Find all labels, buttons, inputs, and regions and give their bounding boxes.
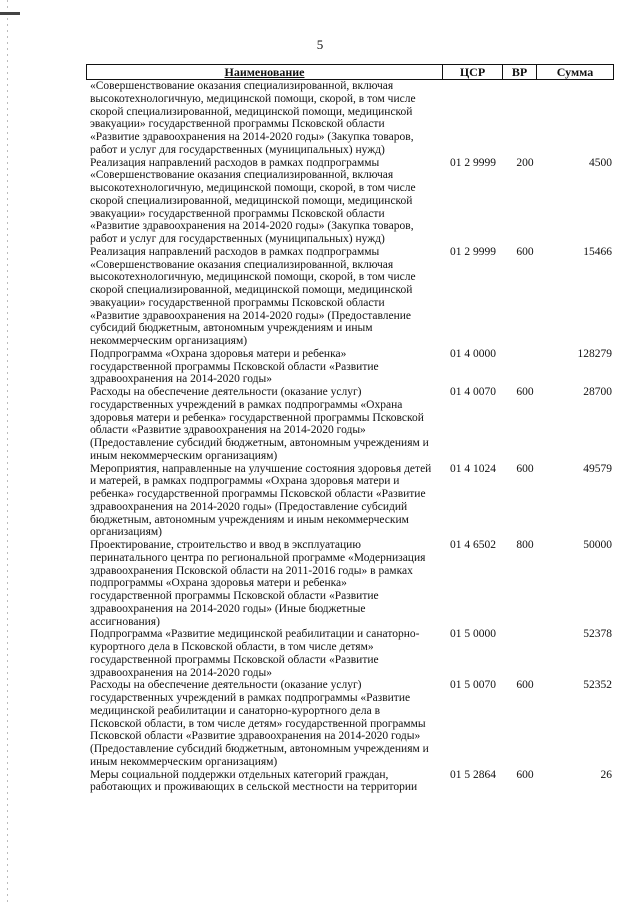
table-row [90, 348, 612, 386]
table-row [90, 679, 612, 768]
row-name: «Совершенствование оказания специализированной, включая высокотехнологичную, медицинской помощи, скорой, в том числе скорой специализированной, медицинской помощи, медицинской эвакуации» государственной программы Псковской области «Развитие здравоохранения на 2014-2020 годы» (Закупка товаров, работ и услуг для государственных (муниципальных) нужд) [90, 80, 416, 156]
header-name: Наименование [87, 65, 443, 79]
row-vr: 600 [516, 679, 534, 692]
row-csr: 01 5 0000 [450, 628, 496, 641]
row-vr: 600 [516, 768, 534, 781]
table-body [90, 80, 612, 794]
row-csr: 01 2 9999 [450, 156, 496, 169]
row-sum: 128279 [577, 347, 612, 360]
row-name: Проектирование, строительство и ввод в эксплуатацию перинатального центра по региональной программе «Модернизация здравоохранения Псковской области на 2011-2016 годы» в рамках подпрограммы «Охрана здоровья матери и ребенка» государственной программы Псковской области «Развитие здравоохранения на 2014-2020 годы» (Иные бюджетные ассигнования) [90, 539, 426, 628]
row-sum: 4500 [589, 156, 612, 169]
row-sum: 50000 [583, 539, 612, 551]
row-name: Реализация направлений расходов в рамках подпрограммы «Совершенствование оказания специализированной, включая высокотехнологичную, медицинской помощи, скорой, в том числе скорой специализированной, медицинской помощи, медицинской эвакуации» государственной программы Псковской области «Развитие здравоохранения на 2014-2020 годы» (Закупка товаров, работ и услуг для государственных (муниципальных) нужд) [90, 156, 416, 245]
row-name: Подпрограмма «Развитие медицинской реабилитации и санаторно- курортного дела в Псковской области, в том числе детям» государственной программы Псковской области «Развитие здравоохранения на 2014-2020 годы» [90, 628, 420, 679]
row-vr: 600 [516, 386, 534, 398]
row-sum: 15466 [583, 245, 612, 258]
row-sum: 52378 [583, 628, 612, 641]
row-name: Меры социальной поддержки отдельных категорий граждан, работающих и проживающих в сельской местности на территории [90, 768, 418, 794]
row-vr: 200 [516, 156, 534, 169]
row-vr: 800 [516, 539, 534, 551]
row-name: Мероприятия, направленные на улучшение состояния здоровья детей и матерей, в рамках подпрограммы «Охрана здоровья матери и ребенка» государственной программы Псковской области «Развитие здравоохранения на 2014-2020 годы» (Предоставление субсидий бюджетным, автономным учреждениям и иным некоммерческим организациям) [90, 462, 432, 539]
row-sum: 49579 [583, 462, 612, 475]
row-name: Расходы на обеспечение деятельности (оказание услуг) государственных учреждений в рамках подпрограммы «Охрана здоровья матери и ребенка» государственной программы Псковской области «Развитие здравоохранения на 2014-2020 годы» (Предоставление субсидий бюджетным, автономным учреждениям и иным некоммерческим организациям) [90, 386, 429, 462]
row-name: Подпрограмма «Охрана здоровья матери и ребенка» государственной программы Псковской области «Развитие здравоохранения на 2014-2020 годы» [90, 347, 379, 386]
table-row [90, 246, 612, 348]
table-row [90, 80, 612, 157]
row-csr: 01 4 1024 [450, 462, 496, 475]
row-sum: 52352 [583, 679, 612, 692]
row-csr: 01 2 9999 [450, 245, 496, 258]
page-number: 5 [316, 37, 324, 52]
row-vr: 600 [516, 462, 534, 475]
table-header [86, 64, 614, 80]
header-sum: Сумма [556, 65, 594, 79]
table-row [90, 628, 612, 679]
header-csr: ЦСР [443, 65, 503, 79]
table-row [90, 463, 612, 540]
table-row [90, 157, 612, 246]
row-csr: 01 4 6502 [450, 539, 496, 551]
header-vr: ВР [503, 65, 537, 79]
row-csr: 01 5 2864 [450, 768, 496, 781]
row-csr: 01 4 0000 [450, 347, 496, 360]
page-edge-dots [7, 0, 8, 905]
table-row [90, 769, 612, 795]
table-row [90, 386, 612, 463]
row-vr: 600 [516, 245, 534, 258]
row-name: Расходы на обеспечение деятельности (оказание услуг) государственных учреждений в рамках подпрограммы «Развитие медицинской реабилитации и санаторно-курортного дела в Псковской области, в том числе детям» государственной программы Псковской области «Развитие здравоохранения на 2014-2020 годы» (Предоставление субсидий бюджетным, автономным учреждениям и иным некоммерческим организациям) [90, 679, 429, 768]
row-sum: 28700 [583, 386, 612, 398]
row-csr: 01 5 0070 [450, 679, 496, 692]
row-name: Реализация направлений расходов в рамках подпрограммы «Совершенствование оказания специализированной, включая высокотехнологичную, медицинской помощи, скорой, в том числе скорой специализированной, медицинской помощи, медицинской эвакуации» государственной программы Псковской области «Развитие здравоохранения на 2014-2020 годы» (Предоставление субсидий бюджетным, автономным учреждениям и иным некоммерческим организациям) [90, 245, 416, 347]
table-row [90, 539, 612, 628]
row-sum: 26 [600, 768, 612, 781]
row-csr: 01 4 0070 [450, 386, 496, 398]
margin-mark [0, 12, 20, 15]
